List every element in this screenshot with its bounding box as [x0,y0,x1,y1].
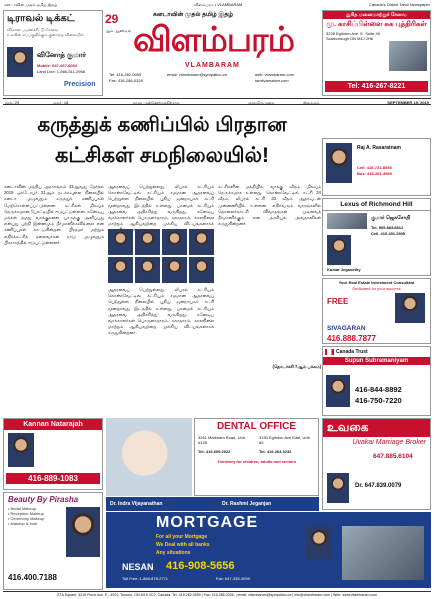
free-badge: FREE [327,297,349,306]
masthead-tel: Tel: 416-282-0059 [109,72,142,77]
beauty-title: Beauty By Pirasha [8,495,79,504]
realtor-cell: Cell: 416-721-8055 [357,165,392,170]
footer-bar: GTA Square, 5215 Finch Ave. E., #201, Toronto, ON M1S 0C2, Canada. Tel: 416.282.0059 | Fax: 416.286.0326. | email: vilambaram@sympatico.ca | info@vilambaram.com | Web: www.vilambaram.com [3,591,431,598]
dental-tel2: Tel: 416.264.3232 [259,449,292,454]
dental-addr1: 3261 Markham Road, Unit #128 [198,435,245,445]
article-continued: (தொடர்ச்சி 7ஆம் பக்கம்) [272,364,321,369]
leader-photo [108,257,133,283]
lexus-car-photo [327,213,367,229]
kannan-tel: 416-889-1083 [6,473,100,484]
agent-name: வினோத் குமார் [37,52,87,59]
article-col-1: கனடாவின் மத்திய அரசாங்கம் 43ஆவது தேர்தல் 2019 ஒக்டோபர் 21ஆம் நடக்கவுள்ள நிலையில் கனடா முழுவதும் கருத்துக் கணிப்புகள் மேற்கொள்ளப்பட்டுள்ளன. கட்சிகள் மிகவும் நெருக்கமான போட்டியில் ஈடுபட்டுள்ளன. கனேடிய மக்கள் தமது வாக்குகளை யாருக்கு அளிப்பது என்பது பற்றி இன்னமும் தீர்மானிக்கவில்லை என கணிப்புகள் காட்டுகின்றன. பிரதமர் மற்றும் எதிர்க்கட்சித் தலைவர்கள் நாடு முழுவதும் பிரசாரத்தில் ஈடுபட்டுள்ளனர். [4,184,104,245]
kannan-photo [8,433,34,467]
leader-photo [162,229,187,255]
top-bar-left: கனடாவின் முதல் தமிழ் இதழ் [4,2,58,7]
dental-office-ad[interactable] [194,418,319,496]
top-bar-center: விளம்பரம் • VLAMBARAM [194,2,243,7]
article-col-2: ஆதரவைப் பெற்றுள்ளது. லிபரல் கட்சியும் கொன்சவேட்டிவ் கட்சியும் சமமான ஆதரவைப் பெற்றுள்ள நிலையில் புதிய ஜனநாயகக் கட்சி மூன்றாவது இடத்தில் உள்ளது. பசுமைக் கட்சியும் ஆதரவை அதிகரித்து வருகிறது. கனேடிய வாக்காளர்கள் பொருளாதாரம், சுகாதாரம், காலநிலை மாற்றம் ஆகியவற்றை முக்கிய விடயங்களாகக் ஆதரவைப் பெற்றுள்ளது. லிபரல் கட்சியும் கொன்சவேட்டிவ் கட்சியும் சமமான ஆதரவைப் பெற்றுள்ள நிலையில் புதிய ஜனநாயகக் கட்சி மூன்றாவது இடத்தில் உள்ளது. பசுமைக் கட்சியும் ஆதரவை அதிகரித்து வருகிறது. கனேடிய வாக்காளர்கள் பொருளாதாரம், சுகாதாரம், காலநிலை மாற்றம் ஆகியவற்றை முக்கிய விடயங்களாகக் கருதுகின்றனர். [108,184,214,336]
realtor-ad[interactable] [322,138,431,196]
mortgage-toll: Toll Free: 1-866-878-2771 [122,576,169,581]
uvakai-title: உவகை [323,419,430,437]
mortgage-line3: Any situations [156,550,191,556]
lexus-ad[interactable] [322,198,431,276]
lexus-tel: Tel. 905.883.8812 [371,225,404,230]
lexus-agent-photo [327,235,351,265]
realtor-photo [326,143,352,183]
mortgage-line1: For all your Mortgage [156,534,208,540]
lexus-name: Kumar Jegasothy [327,267,361,272]
precision-logo: Precision [64,81,96,88]
canada-trust-name: Supun Subramaniyam [323,357,430,365]
moving-ad-title: துரித மனைமாற்றுச் சேவை [323,11,430,19]
realtor-name: Raj A. Rasaratnam [357,145,401,151]
mortgage-title: MORTGAGE [156,514,259,531]
beauty-ad[interactable]: Beauty By Pirasha • Bridal Makeup • Reception Makeup • Ceremony Makeup • Makeup & Hair 416.400.7188 [3,492,103,590]
masthead-title-en: VLAMBARAM [185,62,240,69]
sivagaran-tel: 416.888.7877 [327,334,376,343]
mortgage-brand: NESAN [122,562,154,572]
top-bar [4,2,430,8]
masthead-web[interactable]: web: vilambaram.com [255,72,294,77]
canada-trust-photo [326,375,350,407]
uvakai-contact: Dr. 647.839.0079 [355,483,402,489]
kannan-title: Kannan Natarajah [4,419,102,430]
year-badge: 29 ஆம் ஆண்டில் [105,12,132,33]
leader-photo [162,257,187,283]
uvakai-tel: 647.885.6104 [373,453,413,460]
dental-doctors-bar [106,497,319,511]
beauty-photo [66,507,100,557]
moving-ad-address: 3228 Eglinton Ave. E. Suite 49 Scarborough ON M1J 2H6 [326,31,380,41]
uvakai-photo [327,473,349,503]
mortgage-tel: 416-908-5656 [166,560,235,572]
travel-ad-title: டிராவல் டிக்கட் [7,13,75,24]
canada-trust-tel2: 416-750-7220 [355,396,402,405]
masthead-slogan: கனடாவின் முதல் தமிழ் இதழ் [153,12,233,18]
real-estate-ad[interactable]: Your Real Estate Investment Consultant Dedicated for your success FREE SIVAGARAN 416.888.7877 [322,278,431,344]
travel-ticket-ad[interactable]: டிராவல் டிக்கட் விமான பயணச்சீட்டு சேவை உலகின் எப்பகுதிக்கும் குறைந்த விலையில் வினோத் குமார் Mobile: 647-667-6054 Land Line: 1-866-511-2966 Precision [3,10,103,96]
article-col-3: கட்சிகளின் மத்தியில் வாக்கு வீதம் மிகவும் நெருக்கமாக உள்ளது. கொன்சவேட்டிவ் கட்சி 34 வீதம், லிபரல் கட்சி 33 வீதம் ஆதரவுடன் முன்னணியில் உள்ளன. எதிர்வரும் வாரங்களில் தொலைக்காட்சி விவாதங்கள் முடிவைத் தீர்மானிக்கும் என அரசியல் அவதானிகள் கருதுகின்றனர். (தொடர்ச்சி 7ஆம் பக்கம்) [218,184,321,369]
moving-ad-photo [389,41,427,71]
lexus-cell: Cell. 416.451.2905 [371,231,406,236]
leaders-photo-grid [108,229,214,283]
uvakai-ad[interactable] [322,418,431,510]
moving-service-ad[interactable] [322,10,431,96]
dental-photo [106,418,192,496]
beauty-tel: 416.400.7188 [8,573,57,582]
sivagaran-name: SIVAGARAN [327,325,366,332]
canada-trust-ad[interactable]: Canada Trust Supun Subramaniyam 416-844-8892 416-750-7220 [322,346,431,416]
leader-photo [189,229,214,255]
moving-ad-name: மு. காசிப்பிள்ளை சுக புத்திரிகள் [326,21,427,28]
dental-doctor-1: Dr. Indra Vijayanathan [110,501,163,507]
leader-photo [135,257,160,283]
mortgage-ad[interactable] [106,512,431,588]
lexus-name-ta: குமார் ஜெகசோதி [371,215,411,221]
mortgage-agent-photo [306,526,332,560]
mortgage-house-photo [342,526,424,580]
agent-landline: Land Line: 1-866-511-2966 [37,69,85,74]
dental-doctor-2: Dr. Rashmi Jeganjan [222,501,272,507]
masthead-email[interactable]: email: vilambaram@sympatico.ca [167,72,227,77]
dental-tel1: Tel: 416.609.2022 [198,449,231,454]
kannan-ad[interactable] [3,418,103,490]
leader-photo [189,257,214,283]
leader-photo [135,229,160,255]
issue-bar: நூல்: 29 மலர்: 18 சமூக முன்னேற்றத்திற்காக மாதமிருமுறை இலவசம் SEPTEMBER 15, 2019 [5,100,429,105]
masthead-title: விளம்பரம் [133,22,294,59]
dental-title: DENTAL OFFICE [216,421,297,432]
top-bar-right: Canada's Oldest Tamil Newspaper [368,2,430,7]
masthead-fax: Fax: 416-286-0326 [109,78,143,83]
leader-photo [108,229,133,255]
sivagaran-photo [395,293,425,323]
masthead [105,10,321,96]
realtor-bus: Bus: 416-261-4969 [357,171,392,176]
agent-photo [7,47,33,77]
canada-trust-tel: 416-844-8892 [355,385,402,394]
headline-line1: கருத்துக் கணிப்பில் பிரதான [37,114,287,136]
lexus-title: Lexus of Richmond Hill [323,199,430,211]
dental-addr2: 3150 Eglinton Ave East, Unit #5 [259,435,310,445]
agent-mobile: Mobile: 647-667-6054 [37,63,78,68]
mortgage-fax: Fax: 647-335-3099 [216,576,250,581]
headline-line2: கட்சிகள் சமநிலையில்! [54,144,269,167]
headline [3,110,321,180]
canada-flag-icon [325,349,334,355]
masthead-web2[interactable]: tamilvarnalam.com [255,78,289,83]
moving-ad-tel: Tel: 416-267-8221 [325,81,428,92]
mortgage-line2: We Deal with all banks [156,542,210,548]
dental-tagline: Dentistry for children, adults and seniors [217,459,296,464]
uvakai-sub: Uvakai Marriage Broker [352,439,426,446]
